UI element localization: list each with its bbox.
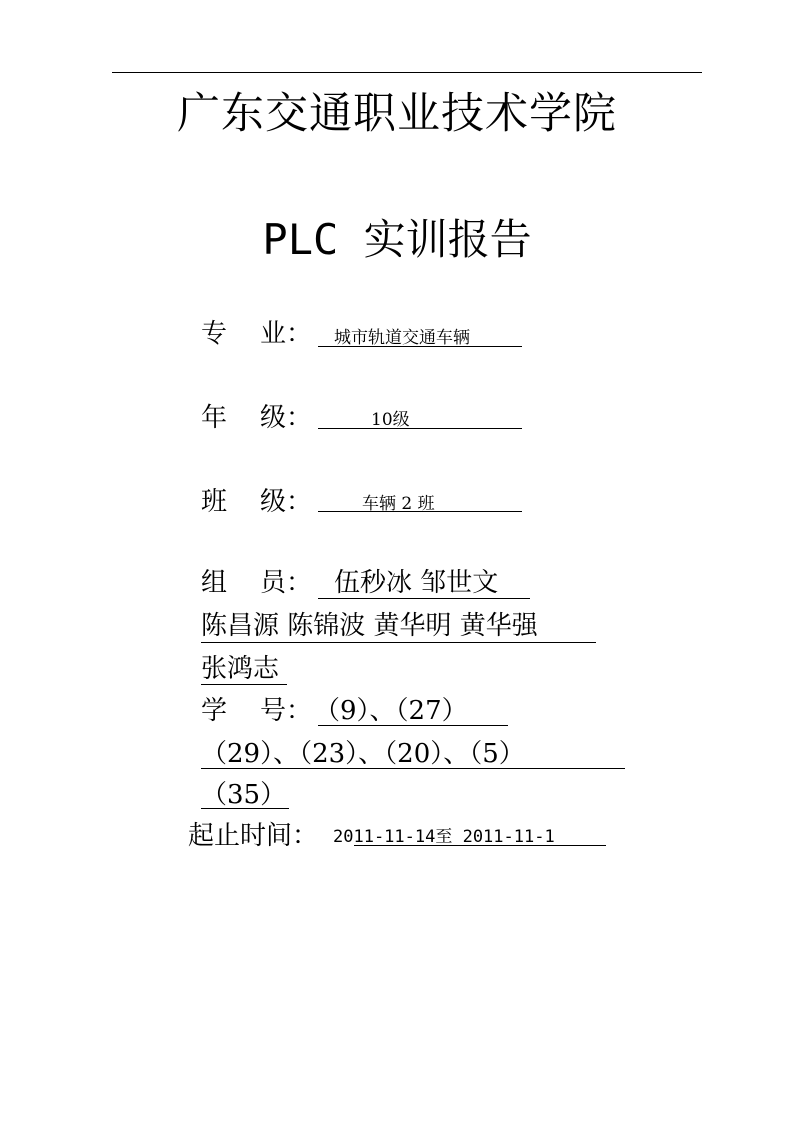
members-line-2: 陈昌源 陈锦波 黄华明 黄华强 [201, 611, 538, 641]
student-number-line-1: （9）、（27） [314, 696, 468, 726]
grade-value: 10级 [371, 410, 410, 430]
student-number-line-2-underline [201, 768, 625, 769]
period-value: 2011-11-14至 2011-11-1 [333, 827, 555, 847]
class-value: 车辆 2 班 [362, 494, 435, 514]
major-label-second-char: 业： [260, 319, 313, 349]
report-title: PLC 实训报告 [262, 215, 532, 264]
members-label-second-char: 员： [260, 568, 313, 598]
class-label-second-char: 级： [260, 487, 313, 517]
major-label-first-char: 专 [201, 319, 228, 349]
period-underline [354, 845, 606, 846]
grade-label-second-char: 级： [260, 403, 313, 433]
members-line-3-underline [201, 684, 287, 685]
members-label-first-char: 组 [201, 568, 228, 598]
header-rule [112, 72, 702, 73]
class-underline [318, 511, 522, 512]
major-underline [318, 346, 522, 347]
school-name-title: 广东交通职业技术学院 [177, 89, 617, 139]
grade-label-first-char: 年 [201, 403, 228, 433]
student-number-line-2: （29）、（23）、（20）、（5） [201, 739, 525, 769]
grade-underline [318, 428, 522, 429]
major-value: 城市轨道交通车辆 [334, 328, 470, 348]
members-line-3: 张鸿志 [201, 654, 280, 684]
student-number-label-first-char: 学 [201, 696, 228, 726]
class-label-first-char: 班 [201, 487, 228, 517]
members-line-2-underline [201, 642, 596, 643]
members-line-1-underline [318, 598, 530, 599]
student-number-label-second-char: 号： [260, 696, 313, 726]
student-number-line-3: （35） [201, 780, 287, 810]
members-line-1: 伍秒冰 邹世文 [334, 568, 499, 598]
student-number-line-3-underline [201, 808, 289, 809]
student-number-line-1-underline [318, 725, 508, 726]
period-label: 起止时间： [188, 821, 319, 851]
